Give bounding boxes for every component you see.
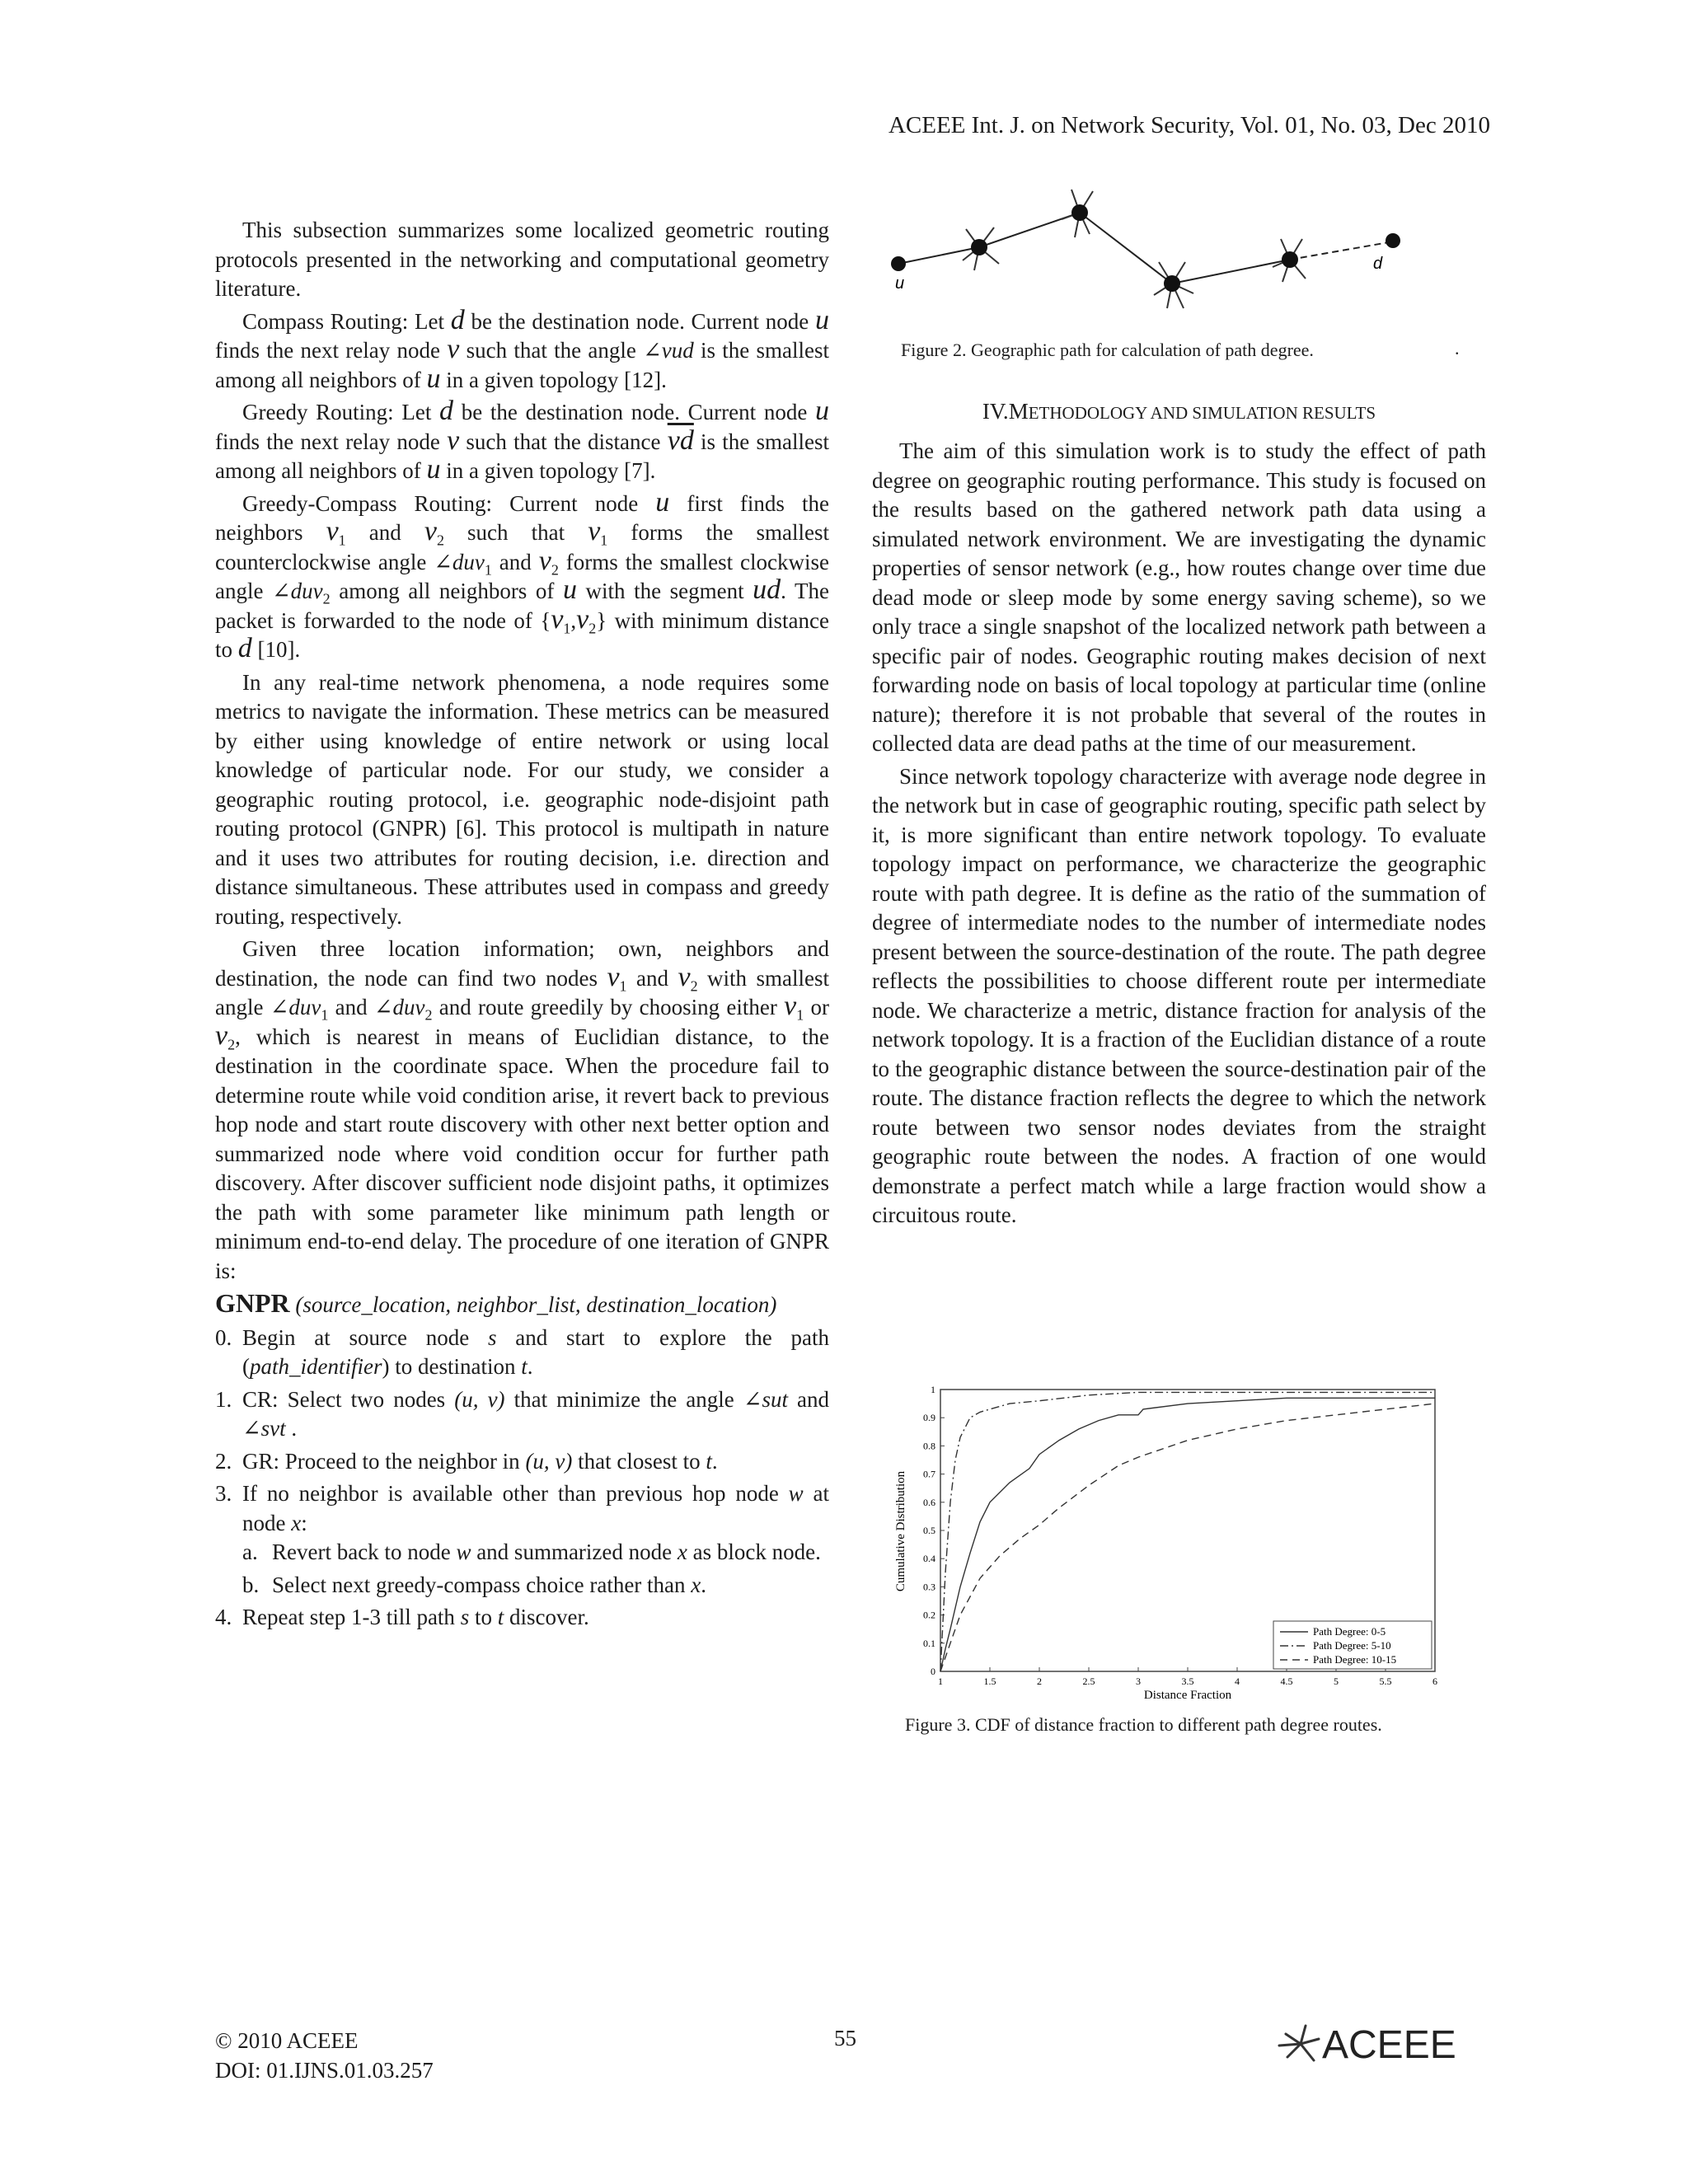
methodology-paragraph-1: The aim of this simulation work is to study the effect of path degree on geographic routing performance. This study is focused on the results based on the gathered network path data using a simulated network environment. We are investigating the dynamic properties of sensor network (e.g., how routes change over time due dead mode or sleep mode by some energy saving scheme), so we only trace a single snapshot of the localized network path between a specific pair of nodes. Geographic routing makes decision of next forwarding node on basis of local topology at particular time (online nature); therefore it is not probable that several of the routes in collected data are dead paths at the time of our measurement. [872,438,1486,756]
node-intermediate [1071,204,1088,221]
algorithm-title: GNPR (source_location, neighbor_list, destination_location) [215,1288,777,1318]
legend-label: Path Degree: 0-5 [1313,1625,1386,1638]
footer-copyright [215,2026,434,2085]
y-tick-label: 0.8 [923,1440,935,1452]
section-heading: IV.METHODOLOGY AND SIMULATION RESULTS [982,399,1376,424]
label-u: u [895,274,905,293]
legend-label: Path Degree: 10-15 [1313,1653,1397,1666]
copyright-line: © 2010 ACEEE [215,2028,359,2053]
x-tick-label: 5.5 [1379,1675,1392,1687]
y-tick-label: 0.3 [923,1581,935,1593]
y-tick-label: 0.9 [923,1412,935,1424]
y-axis-label: Cumulative Distribution [894,1470,907,1592]
methodology-paragraph-2: Since network topology characterize with average node degree in the network but in case of geographic routing, specific path select by it, is more significant than entire network topology. To evaluate topology impact on performance, we characterize the geographic route with path degree. It is define as the ratio of the summation of degree of intermediate nodes to the number of intermediate nodes present between the source-destination of the route. The path degree reflects the possibilities to choose different route per intermediate node. We characterize a metric, distance fraction for analysis of the network topology. It is a fraction of the Euclidian distance of a route to the geographic distance between the source-destination pair of the route. The distance fraction reflects the degree to which the network route between two sensor nodes deviates from the straight geographic route between the nodes. A fraction of one would demonstrate a perfect match while a large fraction would show a circuitous route. [872,763,1486,1227]
running-head: ACEEE Int. J. on Network Security, Vol. 01, No. 03, Dec 2010 [888,112,1490,138]
node-intermediate [1282,251,1298,268]
y-tick-label: 0.2 [923,1609,935,1621]
algorithm-step: 2. GR: Proceed to the neighbor in (u, v) that closest to t. [215,1448,718,1474]
greedy-compass-paragraph: Greedy-Compass Routing: Current node u first finds the neighbors $v_1$ and $v_2$ such that $v_1$ forms the smallest counterclockwise angle ∠duv$_1$ and $v_2$ forms the smallest clockwise angle ∠duv$_2$ among all neighbors of u with the segment ud. The packet is forwarded to the node of $\{v_1,v_2\}$ with minimum distance to d [10]. [215,486,830,663]
logo-text: ACEEE [1322,2023,1456,2067]
x-tick-label: 3 [1136,1675,1141,1687]
algorithm-substep: b. Select next greedy-compass choice rather than x. [242,1572,707,1597]
y-tick-label: 0.4 [923,1553,935,1565]
path-edge [1172,260,1290,284]
star-icon [1279,2026,1319,2060]
right-column [872,437,1486,1234]
left-column [215,216,829,1636]
label-d: d [1373,255,1383,273]
y-tick-label: 0.6 [923,1496,935,1508]
figure-3-caption: Figure 3. CDF of distance fraction to different path degree routes. [905,1714,1382,1735]
x-tick-label: 4.5 [1280,1675,1293,1687]
node-intermediate [1164,275,1180,292]
neighbor-spokes [963,190,1306,308]
figure-2-trailing-dot: . [1455,338,1460,359]
x-tick-label: 1.5 [983,1675,996,1687]
algorithm-steps [215,1324,829,1633]
figure-2-caption: Figure 2. Geographic path for calculation of path degree. [901,340,1314,360]
y-tick-label: 0.7 [923,1468,935,1480]
x-axis-label: Distance Fraction [1143,1689,1232,1700]
y-tick-label: 0.5 [923,1525,935,1536]
algorithm-step: 0. Begin at source node s and start to explore the path (path_identifier) to destination t. [215,1324,830,1379]
x-tick-label: 4 [1235,1675,1240,1687]
given-paragraph: Given three location information; own, neighbors and destination, the node can find two nodes $v_1$ and $v_2$ with smallest angle ∠duv$_1$ and ∠duv$_2$ and route greedily by choosing either $v_1$ or $v_2$, which is nearest in means of Euclidian distance, to the destination in the coordinate space. When the procedure fail to determine route while void condition arise, it revert back to previous hop node and start route discovery with other next better option and summarized node where void condition occur for further path discovery. After discover sufficient node disjoint paths, it optimizes the path with some parameter like minimum path length or minimum end-to-end delay. The procedure of one iteration of GNPR is: [215,936,830,1283]
path-edge [1080,213,1172,284]
node-intermediate [971,239,987,255]
realtime-paragraph: In any real-time network phenomena, a node requires some metrics to navigate the information. These metrics can be measured by either using knowledge of entire network or using local knowledge of particular node. For our study, we consider a geographic routing protocol, i.e. geographic node-disjoint path routing protocol (GNPR) [6]. This protocol is multipath in nature and it uses two attributes for routing decision, i.e. direction and distance simultaneous. These attributes used in compass and greedy routing, respectively. [215,669,829,929]
algorithm-step: 3. If no neighbor is available other than previous hop node w at node x: a. Revert back to node w and summarized node x as block node. b. Select next greedy-compass choice rather than x. [215,1479,829,1600]
y-tick-label: 1 [931,1384,935,1395]
compass-routing-paragraph: Compass Routing: Let d be the destination node. Current node u finds the next relay node v such that the angle ∠vud is the smallest among all neighbors of u in a given topology [12]. [215,304,829,394]
figure-3-cdf-chart [894,1383,1455,1700]
page-number: 55 [834,2026,856,2050]
node-destination [1386,233,1400,248]
x-tick-label: 1 [938,1675,943,1687]
node-source [891,256,906,271]
doi-line: DOI: 01.IJNS.01.03.257 [215,2058,434,2083]
path-edge [898,247,979,264]
aceee-logo [1276,2019,1492,2069]
intro-paragraph: This subsection summarizes some localized geometric routing protocols presented in the networking and computational geometry literature. [215,218,829,301]
x-tick-label: 2.5 [1082,1675,1095,1687]
figure-2-path-diagram [874,180,1451,336]
algorithm-substep: a. Revert back to node w and summarized node x as block node. [242,1540,821,1564]
legend-label: Path Degree: 5-10 [1313,1639,1391,1652]
algorithm-step: 1. CR: Select two nodes (u, v) that minimize the angle ∠sut and ∠svt . [215,1386,830,1441]
x-tick-label: 2 [1037,1675,1042,1687]
y-tick-label: 0.1 [923,1637,935,1649]
x-tick-label: 5 [1334,1675,1339,1687]
algorithm-step: 4. Repeat step 1-3 till path s to t discover. [215,1605,589,1629]
y-tick-label: 0 [931,1666,935,1677]
x-tick-label: 6 [1432,1675,1437,1687]
greedy-routing-paragraph: Greedy Routing: Let d be the destination node. Current node u finds the next relay node v such that the distance $\overline{vd}$ is the smallest among all neighbors of u in a given topology [7]. [215,396,829,485]
x-tick-label: 3.5 [1181,1675,1194,1687]
chart-legend [1273,1621,1432,1669]
